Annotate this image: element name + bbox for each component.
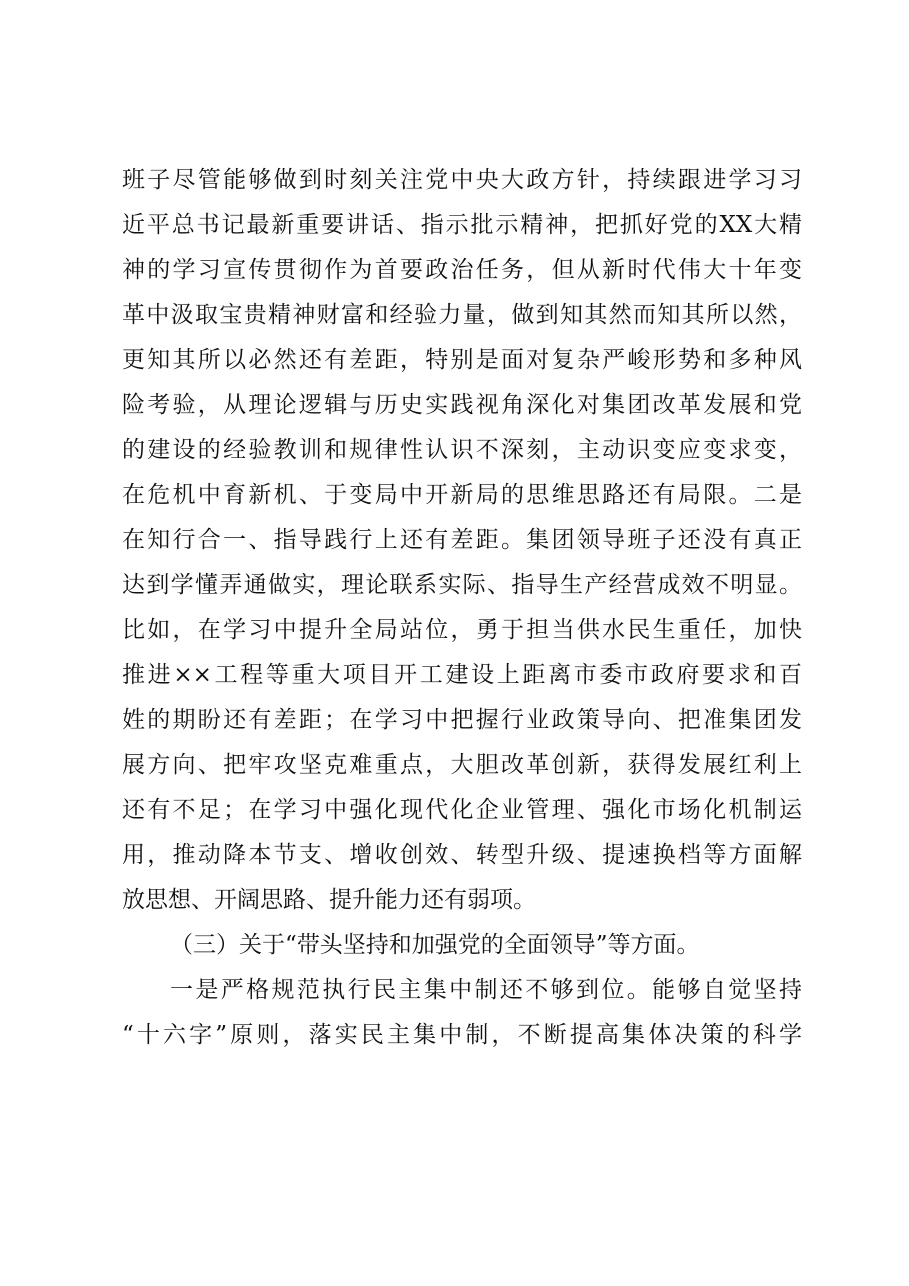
text-line: 班子尽管能够做到时刻关注党中央大政方针，持续跟进学习习 [122,167,802,193]
text-line: 展方向、把牢攻坚克难重点，大胆改革创新，获得发展红利上 [122,752,802,778]
text-line: 在危机中育新机、于变局中开新局的思维思路还有局限。二是 [122,482,802,508]
text-line: 近平总书记最新重要讲话、指示批示精神，把抓好党的XX大精 [122,212,802,238]
text-line: 险考验，从理论逻辑与历史实践视角深化对集团改革发展和党 [122,392,802,418]
text-line: “十六字”原则，落实民主集中制，不断提高集体决策的科学 [122,1022,802,1048]
text-line: 放思想、开阔思路、提升能力还有弱项。 [122,887,536,913]
section-heading: （三）关于“带头坚持和加强党的全面领导”等方面。 [170,932,700,958]
text-line: 神的学习宣传贯彻作为首要政治任务，但从新时代伟大十年变 [122,257,802,283]
text-line: 还有不足；在学习中强化现代化企业管理、强化市场化机制运 [122,797,802,823]
text-line: 推进××工程等重大项目开工建设上距离市委市政府要求和百 [122,662,802,688]
text-line: 用，推动降本节支、增收创效、转型升级、提速换档等方面解 [122,842,802,868]
text-line: 在知行合一、指导践行上还有差距。集团领导班子还没有真正 [122,527,802,553]
text-line: 姓的期盼还有差距；在学习中把握行业政策导向、把准集团发 [122,707,802,733]
text-line: 革中汲取宝贵精神财富和经验力量，做到知其然而知其所以然， [122,302,802,328]
text-line: 达到学懂弄通做实，理论联系实际、指导生产经营成效不明显。 [122,572,802,598]
text-line: 更知其所以必然还有差距，特别是面对复杂严峻形势和多种风 [122,347,802,373]
text-line: 的建设的经验教训和规律性认识不深刻，主动识变应变求变， [122,437,802,463]
text-line: 一是严格规范执行民主集中制还不够到位。能够自觉坚持 [170,977,802,1003]
text-line: 比如，在学习中提升全局站位，勇于担当供水民生重任，加快 [122,617,802,643]
